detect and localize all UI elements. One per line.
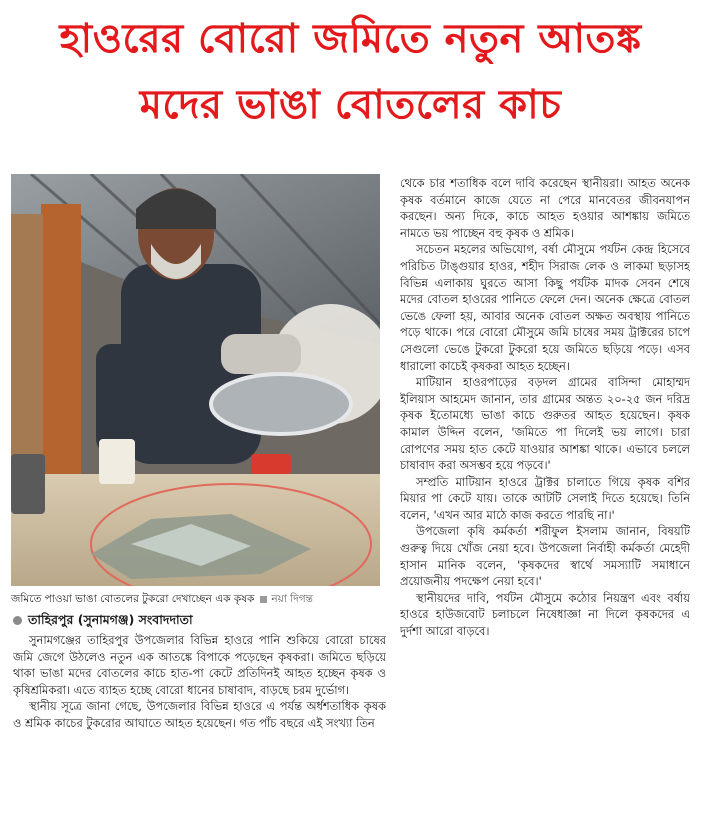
article-right-column (400, 175, 690, 815)
photo-credit: নয়া দিগন্ত (271, 593, 313, 605)
bullet-dot-icon (13, 616, 22, 625)
paragraph: স্থানীয় সূত্রে জানা গেছে, উপজেলার বিভিন্ন হাওরে এ পর্যন্ত অর্ধশতাধিক কৃষক ও শ্রমিক কাচের টুকরোর আঘাতে আহত হয়েছেন। গত পাঁচ বছরে এই সংখ্যা তিন (13, 699, 386, 730)
dateline (13, 612, 383, 628)
paragraph: সুনামগঞ্জের তাহিরপুর উপজেলার বিভিন্ন হাওরে পানি শুকিয়ে বোরো চাষের জমি জেগে উঠলেও নতুন এক আতঙ্কে বিপাকে পড়েছেন কৃষকরা। জমিতে ছড়িয়ে থাকা ভাঙা মদের বোতলের কাচে হাত-পা কেটে প্রতিদিনই আহত হচ্ছেন কৃষক ও কৃষিশ্রমিকরা। এতে ব্যাহত হচ্ছে বোরো ধানের চাষাবাদ, বাড়ছে চরম দুর্ভোগ। (13, 633, 386, 697)
paragraph: থেকে চার শতাধিক বলে দাবি করেছেন স্থানীয়রা। আহত অনেক কৃষক বর্তমানে কাজে যেতে না পেরে মানবেতর জীবনযাপন করছেন। অন্য দিকে, কাচে আহত হওয়ার আশঙ্কায় জমিতে নামতে ভয় পাচ্ছেন বহু কৃষক ও শ্রমিক। (400, 176, 690, 240)
farmer-holding-glass-photo (11, 174, 380, 586)
square-bullet-icon (260, 596, 267, 603)
dateline-text: তাহিরপুর (সুনামগঞ্জ) সংবাদদাতা (28, 612, 193, 627)
caption-text: জমিতে পাওয়া ভাঙা বোতলের টুকরো দেখাচ্ছেন এক কৃষক (11, 593, 255, 605)
paragraph: সচেতন মহলের অভিযোগ, বর্ষা মৌসুমে পর্যটন কেন্দ্র হিসেবে পরিচিত টাঙ্গুয়ার হাওর, শহীদ সিরাজ লেক ও লাকমা ছড়াসহ বিভিন্ন এলাকায় ঘুরতে আসা কিছু পর্যটক মাদক সেবন শেষে মদের বোতল হাওরের পানিতে ফেলে দেন। অনেক ক্ষেত্রে বোতল ভেঙে ফেলা হয়, আবার অনেক বোতল অক্ষত অবস্থায় পানিতে পড়ে থাকে। পরে বোরো মৌসুমে জমি চাষের সময় ট্রাক্টরের চাপে সেগুলো ভেঙে টুকরো টুকরো হয়ে জমিতে ছড়িয়ে পড়ে। এসব ধারালো কাচেই কৃষকরা আহত হচ্ছেন। (400, 242, 690, 373)
headline-line-1: হাওরের বোরো জমিতে নতুন আতঙ্ক (59, 16, 642, 62)
paragraph: স্থানীয়দের দাবি, পর্যটন মৌসুমে কঠোর নিয়ন্ত্রণ এবং বর্ষায় হাওরে হাউজবোট চলাচলে নিষেধাজ্ঞা না দিলে কৃষকদের এ দুর্দশা আরো বাড়বে। (400, 590, 690, 639)
paragraph: সম্প্রতি মাটিয়ান হাওরে ট্রাক্টর চালাতে গিয়ে কৃষক বশির মিয়ার পা কেটে যায়। তাকে আটটি সেলাই দিতে হয়েছে। তিনি বলেন, 'এখন আর মাঠে কাজ করতে পারছি না।' (400, 474, 690, 522)
headline-line-2: মদের ভাঙা বোতলের কাচ (139, 82, 562, 128)
photo-caption (11, 592, 391, 606)
news-photo (11, 174, 380, 586)
paragraph: উপজেলা কৃষি কর্মকর্তা শরীফুল ইসলাম জানান, বিষয়টি গুরুত্ব দিয়ে খোঁজ নেয়া হবে। উপজেলা নির্বাহী কর্মকর্তা মেহেদী হাসান মানিক বলেন, 'কৃষকদের স্বার্থে সমস্যাটি সমাধানে প্রয়োজনীয় পদক্ষেপ নেয়া হবে।' (400, 524, 690, 589)
article-left-column (13, 632, 386, 812)
paragraph: মাটিয়ান হাওরপাড়ের বড়দল গ্রামের বাসিন্দা মোহাম্মদ ইলিয়াস আহমেদ জানান, তার গ্রামের অন্তত ২০-২৫ জন দরিদ্র কৃষক ইতোমধ্যে ভাঙা কাচে গুরুতর আহত হয়েছেন। কৃষক কামাল উদ্দিন বলেন, 'জমিতে পা দিলেই ভয় লাগে। চারা রোপণের সময় হাত কেটে যাওয়ার আশঙ্কা থাকে। এভাবে চললে চাষাবাদ করা অসম্ভব হয়ে পড়বে।' (400, 375, 690, 473)
